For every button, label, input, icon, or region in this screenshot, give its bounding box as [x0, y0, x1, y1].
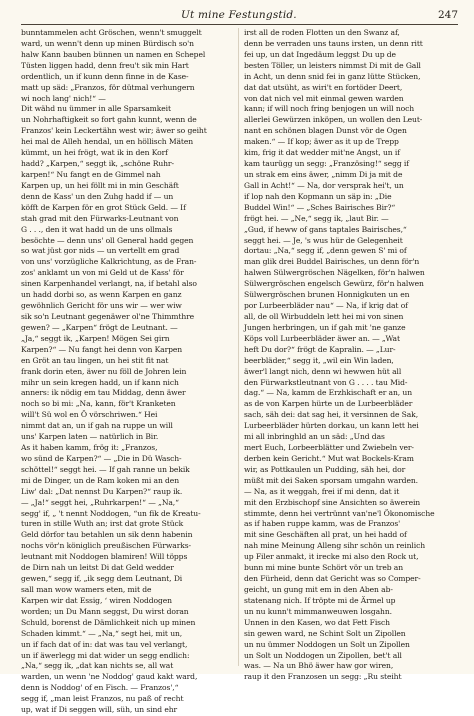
- text-line: Unnen in den Kasen, wo dat Fett Fisch: [244, 617, 390, 627]
- text-line: so wat jüst gor nids — un vertellt em grad: [21, 246, 180, 256]
- text-line: if lop nah den Kopmann un säp in: „Die: [244, 191, 392, 201]
- text-line: worden; un Du Mann seggst, Du wirst doran: [21, 606, 189, 616]
- text-line: will't Sü wol en Ö vörschriwen.“ Hei: [21, 410, 158, 420]
- text-line: mert Euch, Lorbeerblätter und Zwiebeln ver-: [244, 443, 414, 453]
- text-line: mit sine Geschäften all prat, un hei hadd of: [244, 530, 407, 540]
- text-line: un nu kunn't mimmanweuwen losgahn.: [244, 606, 392, 616]
- running-title: Ut mine Festungstid.: [181, 9, 297, 21]
- left-text-column: [21, 28, 233, 716]
- text-line: äwer'l langt nich, denn wi hewwen hüt all: [244, 366, 402, 376]
- text-line: gewen,“ segg if, „ik segg dem Leutnant, Di: [21, 574, 183, 584]
- text-line: anners: ik nödig em tau Middag, denn äwer: [21, 388, 186, 398]
- text-line: Sülwergröschen engelsch Gewürz, för'n halwen: [244, 279, 424, 289]
- text-line: gewen? — „Karpen“ frögt de Leutnant. —: [21, 322, 178, 332]
- text-line: Schuld, borenst de Dämlichkeit nich up minen: [21, 617, 196, 627]
- text-line: mit den Erzbischopf sine Ansichten so äwerein: [244, 497, 421, 507]
- text-line: segg' if, „ 't nennt Noddogen, “un fik de Kreatu-: [21, 508, 201, 518]
- text-line: denn de Kass' un den Zuhg hadd if — un: [21, 191, 174, 201]
- text-line: „Na,“ segg ik, „dat kan nichts se, all wat: [21, 661, 174, 671]
- text-line: Schaden kimmt.“ — „Na,“ segt hei, mit un,: [21, 628, 183, 638]
- text-line: en Gröt an tau lingen, un hei stit fit nat: [21, 355, 169, 365]
- text-line: Buddel Win!“ — „Sches Bairisches Bir?“: [244, 202, 396, 212]
- column-divider: [238, 28, 239, 666]
- text-line: Liw' dal: „Dat nennst Du Karpen?“ raup ik.: [21, 486, 183, 496]
- text-line: sinen Karpenhandel verlangt, na, if betahl also: [21, 279, 197, 289]
- text-line: un hadd dorbi so, as wenn Karpen en ganz: [21, 290, 182, 300]
- text-line: statenang nich. If tröpte mi de Ärmel up: [244, 595, 396, 605]
- text-line: Dit wähd nu ümmer in alle Sparsamkeit: [21, 104, 171, 114]
- text-line: — Na, as it weggah, frei if mi denn, dat it: [244, 486, 400, 496]
- text-line: wi noch lang' nich!“ —: [21, 93, 106, 103]
- text-line: fei up, un dat Ingedäum leggst Du up de: [244, 49, 396, 59]
- text-line: uns' Karpen laten — natürlich in Bir.: [21, 432, 159, 442]
- text-line: Karpen?“ — Nu fangt hei denn von Karpen: [21, 344, 183, 354]
- text-line: por Lurbeerbläder nau“ — Na, if krig dat of: [244, 301, 408, 311]
- text-line: un if äwerlegg mi dat wider un segg endlich:: [21, 650, 190, 660]
- text-line: sall man wow wamers eten, mit de: [21, 585, 152, 595]
- text-line: von uns' vorzügliche Kalkrichtung, as de Fran-: [21, 257, 197, 267]
- text-line: up Filer anmakt, it irecke mi also den Rock ut,: [244, 552, 419, 562]
- text-line: up, wat if Di seggen will, süh, un sind ehr: [21, 705, 178, 715]
- text-line: un if fach dat of in: dat was tau vel verlangt,: [21, 639, 188, 649]
- text-line: Franzos' kein Leckertähn west wir; äwer so geiht: [21, 126, 207, 136]
- text-line: as if haben ruppe kamm, was de Franzos': [244, 519, 401, 529]
- text-line: wir, as Pottkaulen un Pudding, säh hei, dor: [244, 464, 406, 474]
- text-line: warden, un wenn 'ne Noddog' gaud kakt ward,: [21, 672, 198, 682]
- text-line: „Ja,“ seggt ik, „Karpen! Mögen Sei girn: [21, 333, 170, 343]
- text-line: stimmte, denn hei vertrünnt van'ne'l Ökonomische: [244, 508, 435, 518]
- text-line: schöttel!“ seggt hei. — If gah ranne un bekik: [21, 464, 190, 474]
- text-line: dat dat utsüht, as wiri't en fortöder Deert,: [244, 82, 403, 92]
- text-line: Sülwergröschen brunen Honnigkuten un en: [244, 290, 410, 300]
- text-line: gewöhnlich Gericht för uns wir — wer wiw: [21, 301, 182, 311]
- text-line: mi all inbringhld an un säd: „Und das: [244, 432, 385, 442]
- text-line: in Acht, un denn snid fei in ganz lütte Stücken,: [244, 71, 421, 81]
- text-line: frögt hei. — „Ne,“ segg ik, „laut Bir. —: [244, 213, 389, 223]
- text-line: de Dirn nah un leitst Di dat Geld wedder: [21, 563, 174, 573]
- text-line: denn be verraden uns tauns irsten, un denn ritt: [244, 38, 423, 48]
- text-line: allerlei Gewürzen inköpen, un wollen den Leut-: [244, 115, 423, 125]
- text-line: un nu ümmer Noddogen un Solt un Zipollen: [244, 639, 410, 649]
- text-line: un Nohrhaftigkeit so fort gahn kunnt, wenn de: [21, 115, 197, 125]
- text-line: Lurbeerbläder hürten dorkau, un kann lett hei: [244, 421, 419, 431]
- text-line: hadd? „Karpen,“ seggt ik, „schöne Ruhr-: [21, 159, 174, 169]
- text-line: dortau: „Na,“ segg if, „denn gewen S' mi of: [244, 246, 407, 256]
- text-line: ordentlich, un if kunn denn finne in de Kase-: [21, 71, 189, 81]
- text-line: beerbläder,“ segg it, „wil ein Win laden,: [244, 355, 394, 365]
- right-text-column: [244, 28, 456, 683]
- text-line: ward, un wenn't denn up minen Bürdisch so'n: [21, 38, 194, 48]
- page-number: 247: [437, 9, 458, 21]
- text-line: nochs vör'n königlich preußischen Fürwarks-: [21, 541, 191, 551]
- text-line: segg if, „man leist Franzos, nu paß of recht: [21, 694, 184, 704]
- text-line: geicht, un gung mit em in den Aben ab-: [244, 585, 393, 595]
- text-line: as de von Karpen hürte un de Lurbeerbläder: [244, 399, 413, 409]
- text-line: dag.“ — Na, kamm de Erzhkischaft er an, un: [244, 388, 412, 398]
- text-line: Karpen wir dat Essig, ‘ wiren Noddogen: [21, 595, 172, 605]
- text-line: bunn mi mine bunte Schört vör un treb an: [244, 563, 404, 573]
- text-line: den Fürheid, denn dat Gericht was so Comper-: [244, 574, 421, 584]
- text-line: halw Kann bauben bünnen un namen en Schepel: [21, 49, 206, 59]
- text-line: Jungen herbringen, un if gah mit 'ne ganze: [244, 322, 406, 332]
- text-line: man glik drei Buddel Bairisches, un denn för'n: [244, 257, 420, 267]
- text-line: köfft de Karpen för en grot Stück Geld. — If: [21, 202, 186, 212]
- text-line: mihr un sein kregen hadd, un if kann nich: [21, 377, 179, 387]
- text-line: kümmt, un hei frögt, wat ik in den Korf: [21, 148, 168, 158]
- text-line: maken.“ — If kop; äwer as it up de Trepp: [244, 137, 399, 147]
- text-line: zos' anklamt un von mi Geld ut de Kass' för: [21, 268, 184, 278]
- text-line: frank dorin eten, äwer nu föll de Johren lein: [21, 366, 187, 376]
- text-line: raup it den Franzosen un segg: „Ru steiht: [244, 672, 402, 682]
- text-line: hei mal de Alleh hendal, un en höllisch Mäten: [21, 137, 194, 147]
- text-line: mi de Dinger, un de Ram koken mi an den: [21, 475, 179, 485]
- text-line: un strak em eins äwer, „nimm Di ja mit de: [244, 169, 403, 179]
- text-line: seggt hei. — Je, 's wus hür de Gelegenheit: [244, 235, 403, 245]
- text-line: Karpen up, un hei föllt mi in min Geschäft: [21, 180, 179, 190]
- text-line: derben kein Gericht.“ Mut wat Bockels-Kram: [244, 453, 414, 463]
- text-line: Tüsten liggen hadd, denn freu't sik min Hart: [21, 60, 189, 70]
- running-header: [21, 9, 458, 21]
- text-line: irst all de roden Flotten un den Swanz af,: [244, 28, 400, 37]
- text-line: Geld dörfor tau betahlen un sik denn habenin: [21, 530, 193, 540]
- text-line: — „Ja!“ seggt hei, „Ruhrkarpen!“ — „Na,“: [21, 497, 179, 507]
- text-line: kam taurügg un segg: „Französing!“ segg if: [244, 159, 409, 169]
- text-line: von dat nich vel mit einmal gewen warden: [244, 93, 404, 103]
- text-line: nah mine Meinung Alleng sihr schön un reinlich: [244, 541, 426, 551]
- text-line: nimmt dat an, un if gah na ruppe un will: [21, 421, 173, 431]
- text-line: besöchte — denn uns' oll General hadd gegen: [21, 235, 194, 245]
- text-line: müßt mit dei Saken sporsam umgahn warden.: [244, 475, 418, 485]
- text-line: heft Du dor?“ frögt de Kapralin. — „Lur-: [244, 344, 396, 354]
- text-line: all, de oll Wirbuddeln lett hei mi von sinen: [244, 311, 404, 321]
- text-line: G . . ., den it wat hadd un de uns ollmals: [21, 224, 173, 234]
- text-line: turen in stille Wuth an; irst dat grote Stück: [21, 519, 184, 529]
- text-line: wo sünd de Karpen?“ — „Die in Dü Wasch-: [21, 453, 182, 463]
- text-line: sach, säh dei: dat sag hei, it versinnen de Sak,: [244, 410, 419, 420]
- text-line: kim, frig it dat wedder mit'ne Angst, un if: [244, 148, 400, 158]
- text-line: un Solt un Noddogen un Zipollen, bet't all: [244, 650, 402, 660]
- text-line: sin gewen ward, ne Schint Solt un Zipollen: [244, 628, 406, 638]
- text-line: Gall in Acht!“ — Na, dor versprak hei't, un: [244, 180, 404, 190]
- text-line: As it haben kamm, frög it: „Franzos,: [21, 443, 158, 453]
- text-line: stah grad mit den Fürwarks-Leutnant von: [21, 213, 179, 223]
- text-line: Köps voll Lurbeerbläder äwer an. — „Wat: [244, 333, 400, 343]
- text-line: halwen Sülwergröschen Nägelken, för'n halwen: [244, 268, 425, 278]
- text-line: was. — Na un Bhö äwer haw gor wiren,: [244, 661, 394, 671]
- text-line: noch so bi mi: „Na, kann, för't Kranketen: [21, 399, 176, 409]
- text-line: karpen!“ Nu fangt en de Gimmel nah: [21, 169, 161, 179]
- text-line: denn is Noddog' of en Fisch. — Franzos',“: [21, 683, 179, 693]
- text-line: matt up säd: „Franzos, för dütmal verhungern: [21, 82, 195, 92]
- text-line: nant en schönen blagen Dunst vör de Ogen: [244, 126, 407, 136]
- text-line: kann; if will noch fring benjogen un will noch: [244, 104, 415, 114]
- text-line: besten Töller, un leisters nimmst Di mit de Gall: [244, 60, 421, 70]
- text-line: bunntammelen acht Gröschen, wenn't smuggelt: [21, 28, 202, 37]
- text-line: leutnant mit Noddogen blamiren! Will töpps: [21, 552, 188, 562]
- text-line: „Gud, if heww of gans taptales Bairisches,“: [244, 224, 407, 234]
- header-rule: [21, 24, 458, 25]
- text-line: sik so'n Leutnant gegenäwer ol'ne Thimmthre: [21, 311, 195, 321]
- text-line: den Fürwarkstleutnant von G . . . . tau Mid-: [244, 377, 408, 387]
